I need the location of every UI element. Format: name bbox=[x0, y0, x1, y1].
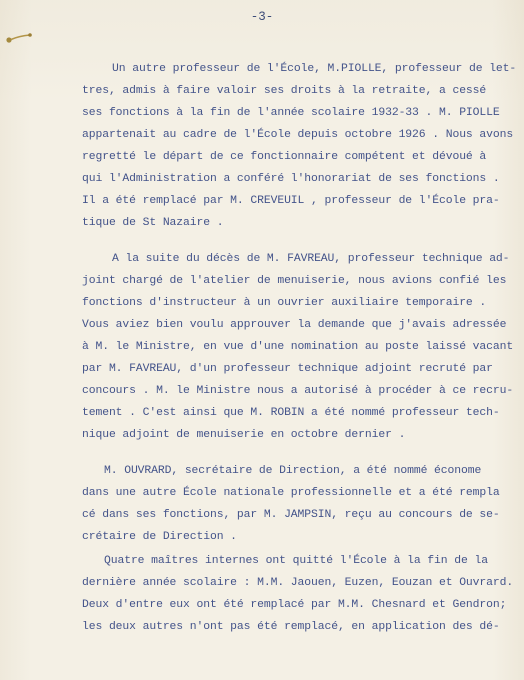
text-line: cé dans ses fonctions, par M. JAMPSIN, reçu au concours de se- bbox=[82, 509, 500, 521]
text-line: qui l'Administration a conféré l'honorariat de ses fonctions . bbox=[82, 173, 500, 185]
text-line: tres, admis à faire valoir ses droits à la retraite, a cessé bbox=[82, 85, 487, 97]
text-line: appartenait au cadre de l'École depuis octobre 1926 . Nous avons bbox=[82, 129, 514, 141]
text-line: M. OUVRARD, secrétaire de Direction, a été nommé économe bbox=[104, 465, 482, 477]
pin-icon bbox=[4, 31, 34, 45]
text-line: fonctions d'instructeur à un ouvrier auxiliaire temporaire . bbox=[82, 297, 487, 309]
document-body bbox=[82, 58, 517, 638]
page-number: -3- bbox=[250, 10, 274, 24]
text-line: crétaire de Direction . bbox=[82, 531, 237, 543]
text-line: regretté le départ de ce fonctionnaire compétent et dévoué à bbox=[82, 151, 487, 163]
text-line: Quatre maîtres internes ont quitté l'École à la fin de la bbox=[104, 555, 488, 567]
text-line: dernière année scolaire : M.M. Jaouen, Euzen, Eouzan et Ouvrard. bbox=[82, 577, 514, 589]
paragraph-4 bbox=[82, 550, 514, 638]
text-line: tement . C'est ainsi que M. ROBIN a été nommé professeur tech- bbox=[82, 407, 500, 419]
text-line: par M. FAVREAU, d'un professeur technique adjoint recruté par bbox=[82, 363, 493, 375]
text-line: tique de St Nazaire . bbox=[82, 217, 224, 229]
text-line: Vous aviez bien voulu approuver la demande que j'avais adressée bbox=[82, 319, 507, 331]
text-line: Un autre professeur de l'École, M.PIOLLE, professeur de let- bbox=[112, 63, 517, 75]
text-line: Il a été remplacé par M. CREVEUIL , professeur de l'École pra- bbox=[82, 195, 500, 207]
paragraph-3 bbox=[82, 460, 507, 548]
text-line: nique adjoint de menuiserie en octobre dernier . bbox=[82, 429, 406, 441]
text-line: Deux d'entre eux ont été remplacé par M.M. Chesnard et Gendron; bbox=[82, 599, 507, 611]
paragraph-1 bbox=[82, 58, 517, 234]
text-line: concours . M. le Ministre nous a autorisé à procéder à ce recru- bbox=[82, 385, 514, 397]
text-line: joint chargé de l'atelier de menuiserie, nous avions confié les bbox=[82, 275, 507, 287]
paragraph-2 bbox=[82, 248, 514, 446]
text-line: à M. le Ministre, en vue d'une nomination au poste laissé vacant bbox=[82, 341, 514, 353]
text-line: les deux autres n'ont pas été remplacé, en application des dé- bbox=[82, 621, 500, 633]
text-line: dans une autre École nationale professionnelle et a été rempla bbox=[82, 487, 500, 499]
text-line: ses fonctions à la fin de l'année scolaire 1932-33 . M. PIOLLE bbox=[82, 107, 500, 119]
text-line: A la suite du décès de M. FAVREAU, professeur technique ad- bbox=[112, 253, 510, 265]
